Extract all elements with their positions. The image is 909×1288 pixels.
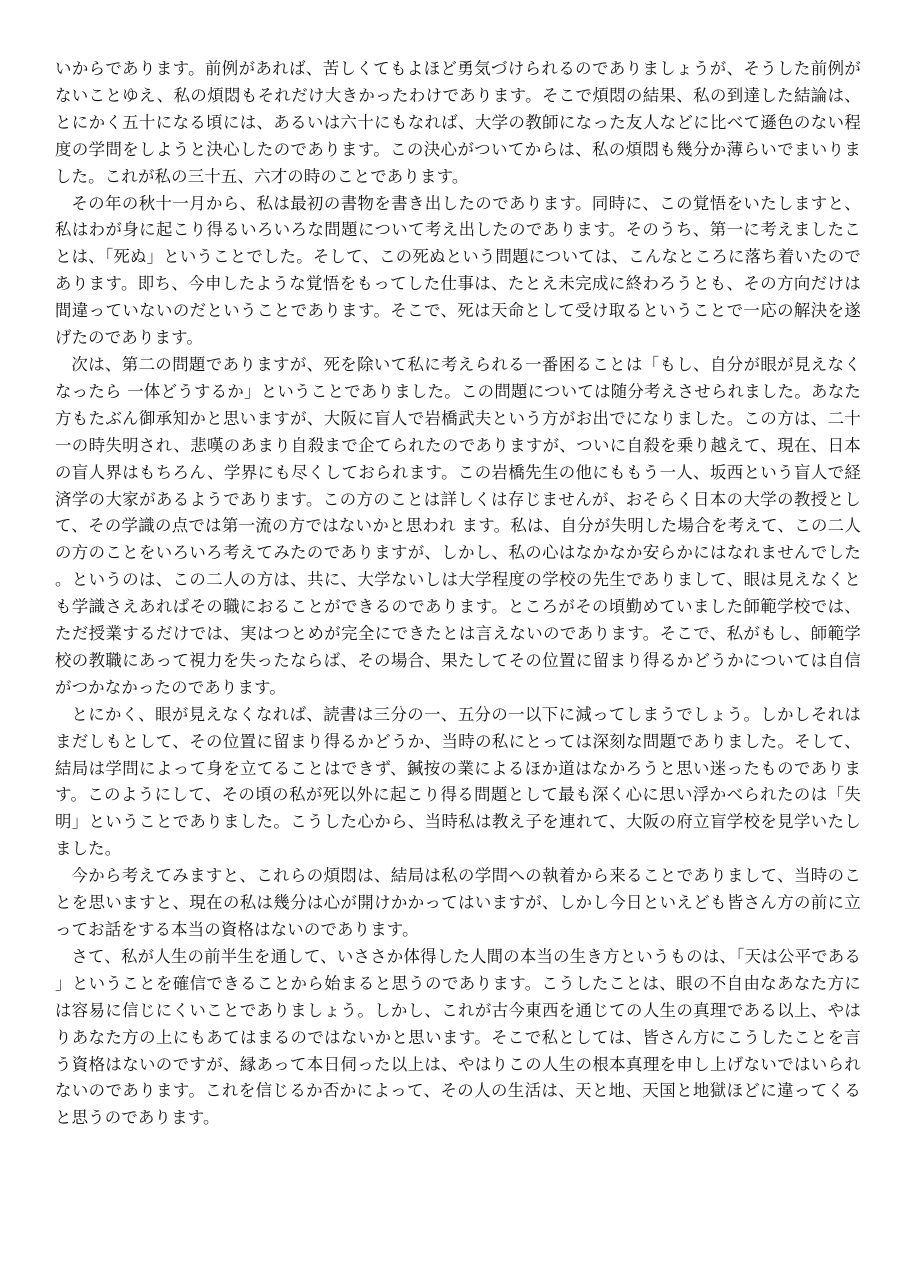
paragraph-2: その年の秋十一月から、私は最初の書物を書き出したのであります。同時に、この覚悟をいたしますと、私はわが身に起こり得るいろいろな問題について考え出したのであります。そのうち、第一に考えましたことは、「死ぬ」ということでした。そして、この死ぬという問題については、こんなところに落ち着いたのであります。即ち、今申したような覚悟をもってした仕事は、たとえ未完成に終わろうとも、その方向だけは間違っていないのだということであります。そこで、死は天命として受け取るということで一応の解決を遂げたのであります。: [55, 193, 861, 348]
paragraph-1: いからであります。前例があれば、苦しくてもよほど勇気づけられるのでありましょうが、そうした前例がないことゆえ、私の煩悶もそれだけ大きかったわけであります。そこで煩悶の結果、私の到達した結論は、とにかく五十になる頃には、あるいは六十にもなれば、大学の教師になった友人などに比べて遜色のない程度の学問をしようと決心したのであります。この決心がついてからは、私の煩悶も幾分か薄らいでまいりました。これが私の三十五、六才の時のことであります。: [55, 59, 861, 186]
paragraph-3: 次は、第二の問題でありますが、死を除いて私に考えられる一番困ることは「もし、自分が眼が見えなくなったら 一体どうするか」ということでありました。この問題については随分考えさせられました。あなた方もたぶん御承知かと思いますが、大阪に盲人で岩橋武夫という方がお出でになりました。この方は、二十一の時失明され、悲嘆のあまり自殺まで企てられたのでありますが、ついに自殺を乗り越えて、現在、日本の盲人界はもちろん、学界にも尽くしておられます。この岩橋先生の他にももう一人、坂西という盲人で経済学の大家があるようであります。この方のことは詳しくは存じませんが、おそらく日本の大学の教授として、その学識の点では第一流の方ではないかと思われ ます。私は、自分が失明した場合を考えて、この二人の方のことをいろいろ考えてみたのでありますが、しかし、私の心はなかなか安らかにはなれませんでした。というのは、この二人の方は、共に、大学ないしは大学程度の学校の先生でありまして、眼は見えなくとも学識さえあればその職におることができるのであります。ところがその頃勤めていました師範学校では、ただ授業するだけでは、実はつとめが完全にできたとは言えないのであります。そこで、私がもし、師範学校の教職にあって視力を失ったならば、その場合、果たしてその位置に留まり得るかどうかについては自信がつかなかったのであります。: [55, 354, 861, 697]
paragraph-4: とにかく、眼が見えなくなれば、読書は三分の一、五分の一以下に減ってしまうでしょう。しかしそれはまだしもとして、その位置に留まり得るかどうか、当時の私にとっては深刻な問題でありました。そして、結局は学問によって身を立てることはできず、鍼按の業によるほか道はなかろうと思い迷ったものであります。このようにして、その頃の私が死以外に起こり得る問題として最も深く心に思い浮かべられたのは「失明」ということでありました。こうした心から、当時私は教え子を連れて、大阪の府立盲学校を見学いたしました。: [55, 704, 861, 859]
paragraph-5: 今から考えてみますと、これらの煩悶は、結局は私の学問への執着から来ることでありまして、当時のことを思いますと、現在の私は幾分は心が開けかかってはいますが、しかし今日といえども皆さん方の前に立ってお話をする本当の資格はないのであります。: [55, 866, 861, 939]
paragraph-6: さて、私が人生の前半生を通して、いささか体得した人間の本当の生き方というものは、「天は公平である」ということを確信できることから始まると思うのであります。こうしたことは、眼の不自由なあなた方には容易に信じにくいことでありましょう。しかし、これが古今東西を通じての人生の真理である以上、やはりあなた方の上にもあてはまるのではないかと思います。そこで私としては、皆さん方にこうしたことを言う資格はないのですが、縁あって本日伺った以上は、やはりこの人生の根本真理を申し上げないではいられないのであります。これを信じるか否かによって、その人の生活は、天と地、天国と地獄ほどに違ってくると思うのであります。: [55, 946, 861, 1128]
